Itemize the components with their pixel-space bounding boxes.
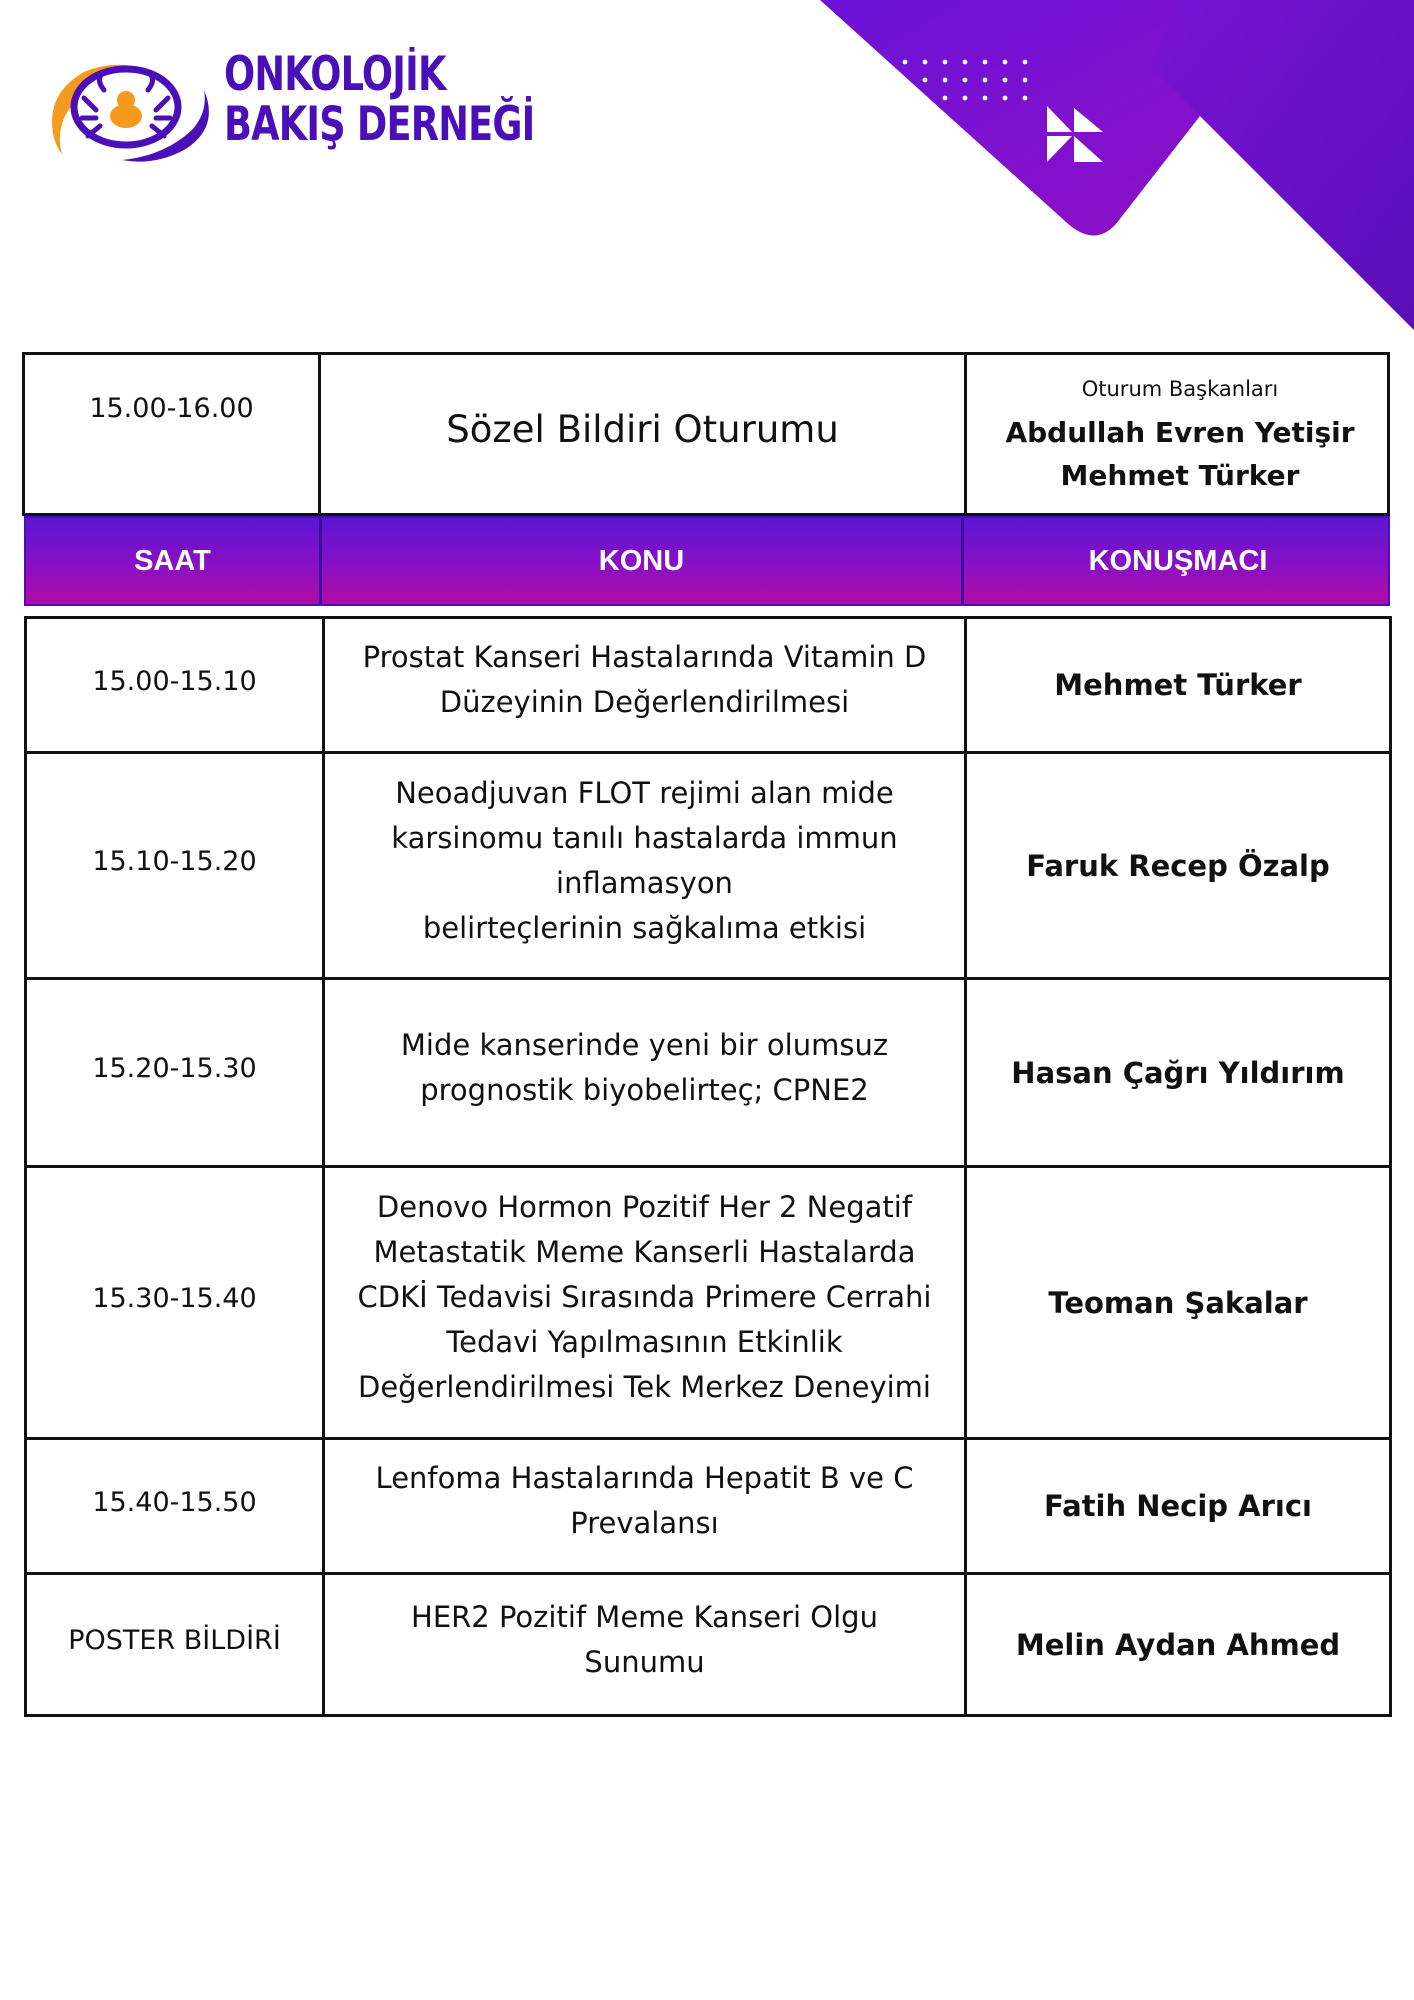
column-header-topic: KONU	[322, 518, 964, 604]
table-row	[27, 1168, 1389, 1440]
row-time: 15.20-15.30	[27, 980, 325, 1165]
row-speaker: Teoman Şakalar	[1048, 1285, 1308, 1320]
row-topic: Lenfoma Hastalarında Hepatit B ve C Prevalansı	[325, 1440, 967, 1572]
organization-logo	[44, 47, 535, 165]
row-speaker: Mehmet Türker	[1054, 668, 1302, 702]
row-speaker: Hasan Çağrı Yıldırım	[1011, 1055, 1345, 1090]
row-topic: HER2 Pozitif Meme Kanseri Olgu Sunumu	[325, 1575, 967, 1714]
row-time: 15.40-15.50	[27, 1440, 325, 1572]
row-topic: Mide kanserinde yeni bir olumsuz prognostik biyobelirteç; CPNE2	[325, 980, 967, 1165]
column-header-speaker: KONUŞMACI	[1088, 544, 1268, 577]
session-time: 15.00-16.00	[25, 355, 321, 513]
table-row	[27, 1575, 1389, 1714]
session-chairs-label: Oturum Başkanları	[1081, 377, 1279, 401]
row-time: POSTER BİLDİRİ	[27, 1575, 325, 1714]
program-table	[24, 616, 1392, 1717]
row-speaker: Fatih Necip Arıcı	[1044, 1489, 1312, 1523]
column-header-time: SAAT	[26, 518, 322, 604]
table-row	[27, 619, 1389, 754]
session-chair-name: Mehmet Türker	[1060, 459, 1300, 492]
row-topic: Prostat Kanseri Hastalarında Vitamin D Düzeyinin Değerlendirilmesi	[325, 619, 967, 751]
table-row	[27, 754, 1389, 980]
table-row	[27, 1440, 1389, 1575]
row-time: 15.30-15.40	[27, 1168, 325, 1437]
table-row	[27, 980, 1389, 1168]
organization-name-line1: ONKOLOJİK	[224, 47, 446, 102]
row-time: 15.00-15.10	[27, 619, 325, 751]
session-title: Sözel Bildiri Oturumu	[321, 355, 967, 513]
logo-emblem	[44, 50, 224, 165]
session-header	[22, 352, 1390, 516]
session-chair-name: Abdullah Evren Yetişir	[1005, 416, 1355, 449]
table-header	[24, 516, 1390, 606]
row-topic: Denovo Hormon Pozitif Her 2 Negatif Metastatik Meme Kanserli Hastalarda CDKİ Tedavisi Sırasında Primere Cerrahi Tedavi Yapılmasının Etkinlik Değerlendirilmesi Tek Merkez Deneyimi	[325, 1168, 967, 1437]
session-chairs	[967, 355, 1393, 513]
organization-name	[224, 47, 535, 152]
organization-name-line2: BAKIŞ DERNEĞİ	[224, 97, 535, 152]
row-topic: Neoadjuvan FLOT rejimi alan mide karsinomu tanılı hastalarda immun inflamasyon belirteçlerinin sağkalıma etkisi	[325, 754, 967, 977]
row-speaker: Melin Aydan Ahmed	[1015, 1627, 1341, 1662]
row-speaker: Faruk Recep Özalp	[1026, 848, 1330, 883]
row-time: 15.10-15.20	[27, 754, 325, 977]
